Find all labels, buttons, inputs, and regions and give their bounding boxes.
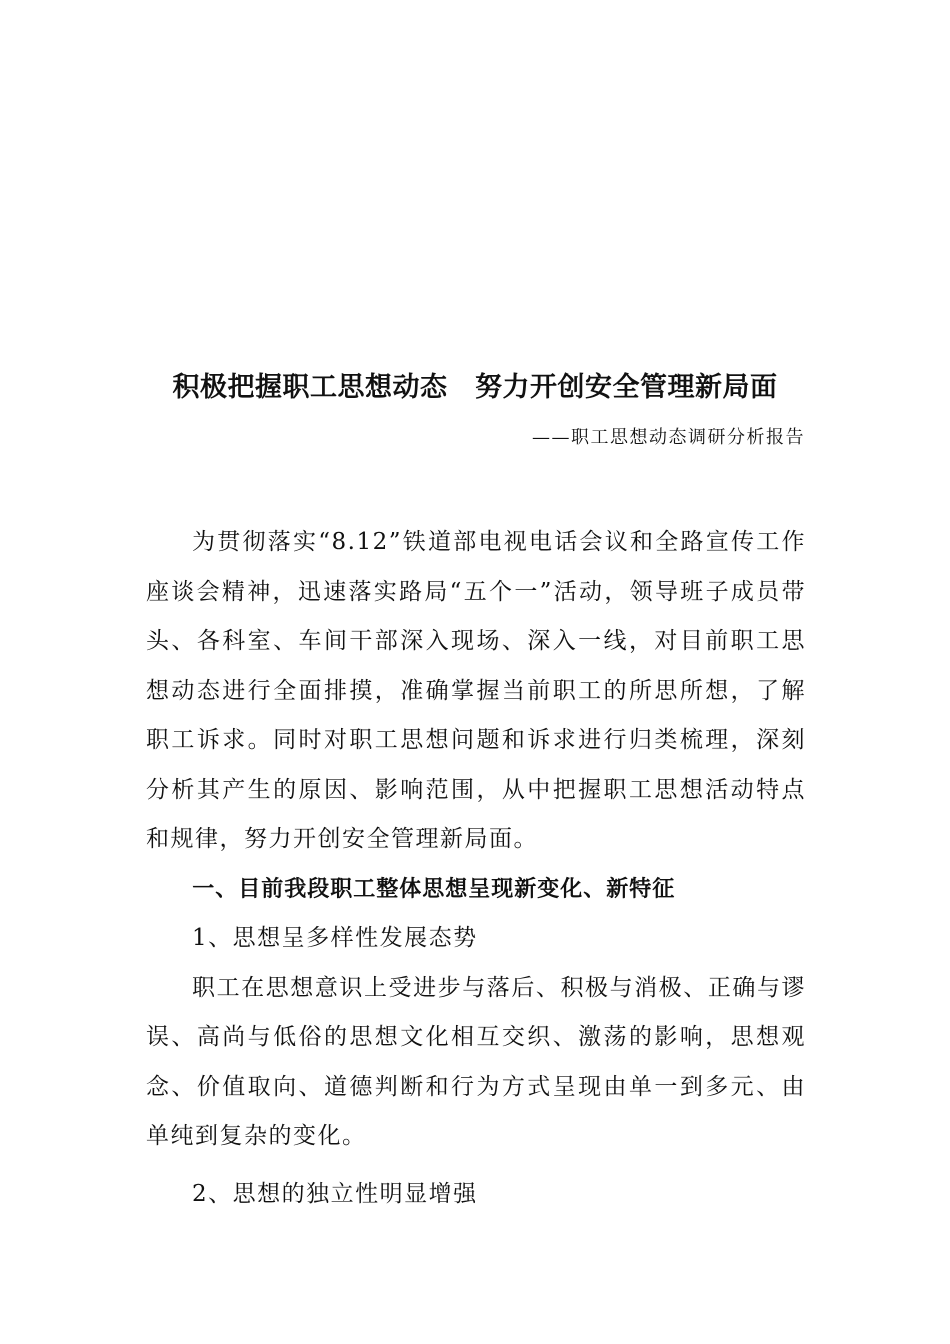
- document-body: [146, 518, 806, 1219]
- intro-paragraph: 为贯彻落实“8.12”铁道部电视电话会议和全路宣传工作座谈会精神，迅速落实路局“五个一”活动，领导班子成员带头、各科室、车间干部深入现场、深入一线，对目前职工思想动态进行全面排摸，准确掌握当前职工的所思所想，了解职工诉求。同时对职工思想问题和诉求进行归类梳理，深刻分析其产生的原因、影响范围，从中把握职工思想活动特点和规律，努力开创安全管理新局面。: [146, 529, 806, 852]
- subsection-heading: 1、思想呈多样性发展态势: [192, 925, 478, 951]
- subsection-paragraph: 职工在思想意识上受进步与落后、积极与消极、正确与谬误、高尚与低俗的思想文化相互交织、激荡的影响，思想观念、价值取向、道德判断和行为方式呈现由单一到多元、由单纯到复杂的变化。: [146, 974, 806, 1149]
- section-heading: 一、目前我段职工整体思想呈现新变化、新特征: [192, 876, 676, 902]
- document-subtitle: ——职工思想动态调研分析报告: [532, 427, 805, 448]
- subsection-heading: 2、思想的独立性明显增强: [192, 1180, 478, 1207]
- document-title: 积极把握职工思想动态 努力开创安全管理新局面: [172, 372, 778, 403]
